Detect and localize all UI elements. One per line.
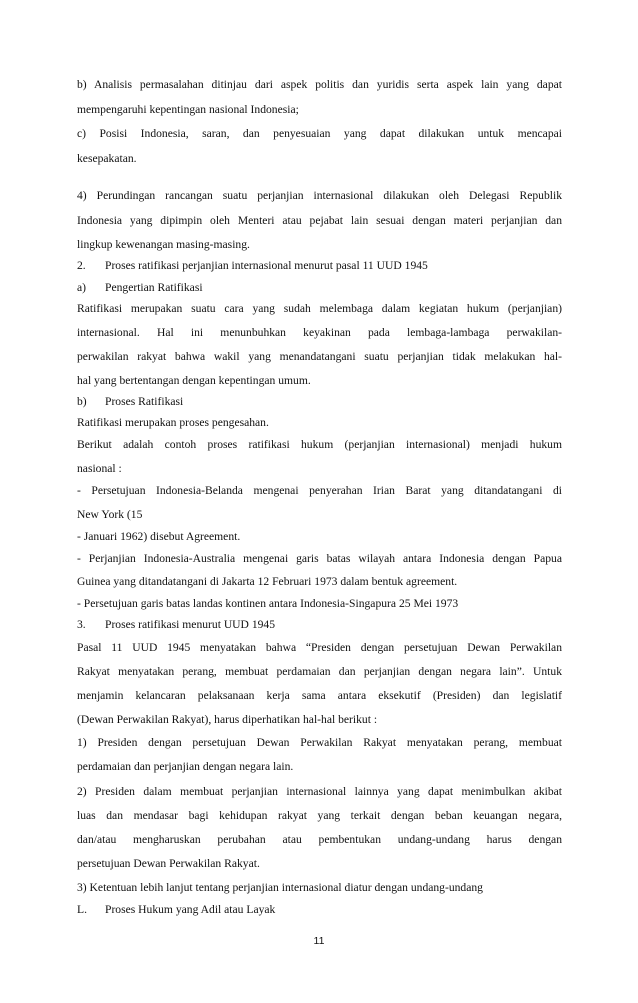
heading-text: Proses Hukum yang Adil atau Layak (105, 903, 276, 916)
text-line: 1) Presiden dengan persetujuan Dewan Perwakilan Rakyat menyatakan perang, membuat (77, 736, 562, 749)
text-line: luas dan mendasar bagi kehidupan rakyat yang terkait dengan beban keuangan negara, (77, 809, 562, 822)
text-line: menjamin kelancaran pelaksanaan kerja sama antara eksekutif (Presiden) dan legislatif (77, 689, 562, 702)
subsection-heading (77, 280, 562, 296)
text-line: Guinea yang ditandatangani di Jakarta 12 Februari 1973 dalam bentuk agreement. (77, 575, 458, 588)
text-line: perdamaian dan perjanjian dengan negara lain. (77, 760, 294, 773)
text-line: dan/atau mengharuskan perubahan atau pembentukan undang-undang harus dengan (77, 833, 562, 846)
text-line: Indonesia yang dipimpin oleh Menteri atau pejabat lain sesuai dengan materi perjanjian dan (77, 214, 562, 227)
text-line: mempengaruhi kepentingan nasional Indonesia; (77, 103, 299, 116)
subsection-heading (77, 394, 562, 410)
text-line: 2) Presiden dalam membuat perjanjian internasional lainnya yang dapat menimbulkan akibat (77, 785, 562, 798)
list-marker: b) (77, 395, 87, 408)
section-heading (77, 617, 562, 633)
text-line: 4) Perundingan rancangan suatu perjanjian internasional dilakukan oleh Delegasi Republik (77, 189, 562, 202)
text-line: kesepakatan. (77, 152, 137, 165)
page-number: 11 (313, 935, 325, 947)
text-line: 3) Ketentuan lebih lanjut tentang perjanjian internasional diatur dengan undang-undang (77, 881, 483, 894)
text-line: perwakilan rakyat bahwa wakil yang menandatangani suatu perjanjian tidak melakukan hal- (77, 350, 562, 363)
text-line: - Perjanjian Indonesia-Australia mengenai garis batas wilayah antara Indonesia dengan Papua (77, 552, 562, 565)
heading-text: Pengertian Ratifikasi (105, 281, 203, 294)
text-line: Rakyat menyatakan perang, membuat perdamaian dan perjanjian dengan negara lain”. Untuk (77, 665, 562, 678)
text-line: b) Analisis permasalahan ditinjau dari aspek politis dan yuridis serta aspek lain yang dapat (77, 78, 562, 91)
list-marker: a) (77, 281, 87, 294)
text-line: Pasal 11 UUD 1945 menyatakan bahwa “Presiden dengan persetujuan Dewan Perwakilan (77, 641, 562, 654)
text-line: (Dewan Perwakilan Rakyat), harus diperhatikan hal-hal berikut : (77, 713, 378, 726)
text-line: Ratifikasi merupakan suatu cara yang sudah melembaga dalam kegiatan hukum (perjanjian) (77, 302, 562, 315)
heading-text: Proses ratifikasi menurut UUD 1945 (105, 618, 276, 631)
text-line: New York (15 (77, 508, 143, 521)
text-line: nasional : (77, 462, 122, 475)
heading-text: Proses ratifikasi perjanjian internasional menurut pasal 11 UUD 1945 (105, 259, 428, 272)
text-line: lingkup kewenangan masing-masing. (77, 238, 250, 251)
list-marker: 3. (77, 618, 86, 631)
list-marker: L. (77, 903, 87, 916)
section-heading (77, 902, 562, 918)
text-line: c) Posisi Indonesia, saran, dan penyesuaian yang dapat dilakukan untuk mencapai (77, 127, 562, 140)
section-heading (77, 258, 562, 274)
text-line: Ratifikasi merupakan proses pengesahan. (77, 416, 269, 429)
text-line: - Januari 1962) disebut Agreement. (77, 530, 241, 543)
heading-text: Proses Ratifikasi (105, 395, 184, 408)
text-line: - Persetujuan garis batas landas kontinen antara Indonesia-Singapura 25 Mei 1973 (77, 597, 459, 610)
text-line: persetujuan Dewan Perwakilan Rakyat. (77, 857, 260, 870)
text-line: internasional. Hal ini menunbuhkan keyakinan pada lembaga-lambaga perwakilan- (77, 326, 562, 339)
list-marker: 2. (77, 259, 86, 272)
text-line: Berikut adalah contoh proses ratifikasi hukum (perjanjian internasional) menjadi hukum (77, 438, 562, 451)
text-line: - Persetujuan Indonesia-Belanda mengenai penyerahan Irian Barat yang ditandatangani di (77, 484, 562, 497)
text-line: hal yang bertentangan dengan kepentingan umum. (77, 374, 311, 387)
